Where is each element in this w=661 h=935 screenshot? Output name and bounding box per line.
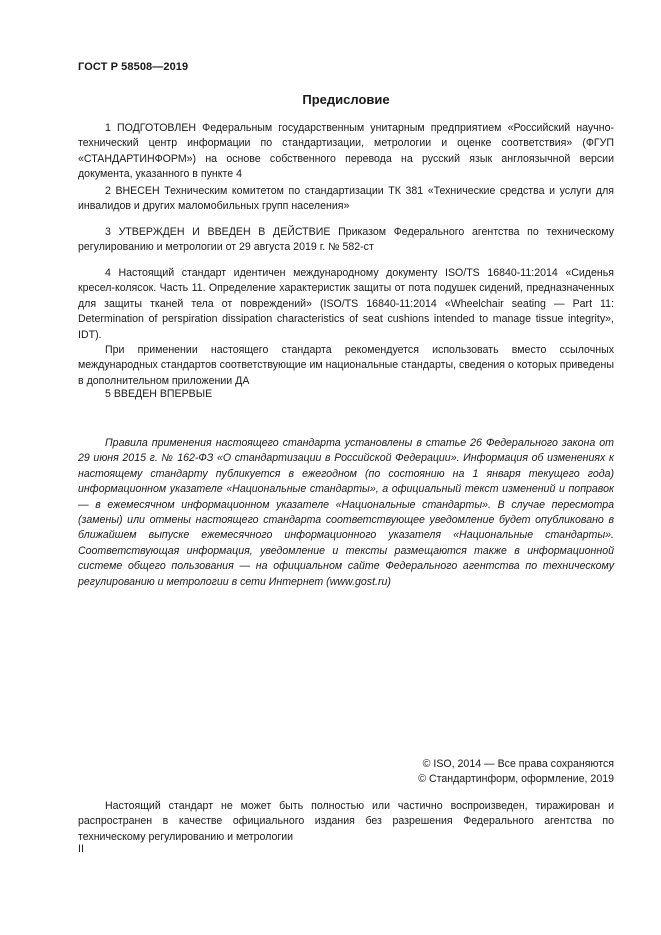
paragraph-text: 3 УТВЕРЖДЕН И ВВЕДЕН В ДЕЙСТВИЕ Приказом Федерального агентства по техническому регулированию и метрологии от 29 августа 2019 г. № 582-ст [78, 226, 614, 254]
paragraph-text: 1 ПОДГОТОВЛЕН Федеральным государственным унитарным предприятием «Российский научно-технический центр информации по стандартизации, метрологии и оценке соответствия» (ФГУП «СТАНДАРТИНФОРМ») на основе собственного перевода на русский язык англоязычной версии документа, указанного в пункте 4 [78, 122, 614, 181]
foreword-item-2 [78, 184, 614, 215]
standard-usage-notice [78, 436, 614, 590]
paragraph-text: 5 ВВЕДЕН ВПЕРВЫЕ [105, 388, 213, 400]
notice-text: Правила применения настоящего стандарта установлены в статье 26 Федерального закона от 29 июня 2015 г. № 162-ФЗ «О стандартизации в Российской Федерации». Информация об изменениях к настоящему стандарту публикуется в ежегодном (по состоянию на 1 января текущего года) информационном указателе «Национальные стандарты», а официальный текст изменений и поправок — в ежемесячном информационном указателе «Национальные стандарты». В случае пересмотра (замены) или отмены настоящего стандарта соответствующее уведомление будет опубликовано в ближайшем выпуске ежемесячного информационного указателя «Национальные стандарты». Соответствующая информация, уведомление и тексты размещаются также в информационной системе общего пользования — на официальном сайте Федерального агентства по техническому регулированию и метрологии в сети Интернет (www.gost.ru) [78, 437, 614, 588]
paragraph-text: 4 Настоящий стандарт идентичен международному документу ISO/TS 16840-11:2014 «Сиденья кресел-колясок. Часть 11. Определение характеристик защиты от пота подушек сидений, предназначенных для защиты тканей тела от повреждений» (ISO/TS 16840-11:2014 «Wheelchair seating — Part 11: Determination of perspiration dissipation characteristics of seat cushions intended to manage tissue integrity», IDT). [78, 267, 614, 341]
copyright-iso: © ISO, 2014 — Все права сохраняются [422, 758, 614, 770]
paragraph-text: При применении настоящего стандарта рекомендуется использовать вместо ссылочных международных стандартов соответствующие им национальные стандарты, сведения о которых приведены в дополнительном приложении ДА [78, 344, 614, 387]
foreword-item-4 [78, 266, 614, 389]
copyright-standartinform: © Стандартинформ, оформление, 2019 [418, 773, 614, 786]
page-title: Предисловие [302, 92, 390, 107]
foreword-item-3 [78, 225, 614, 256]
page-number: II [78, 843, 84, 855]
foreword-item-1 [78, 121, 614, 183]
paragraph-text: 2 ВНЕСЕН Техническим комитетом по стандартизации ТК 381 «Технические средства и услуги для инвалидов и других маломобильных групп населения» [78, 185, 614, 213]
reproduction-notice [78, 799, 614, 845]
reproduction-text: Настоящий стандарт не может быть полностью или частично воспроизведен, тиражирован и распространен в качестве официального издания без разрешения Федерального агентства по техническому регулированию и метрологии [78, 800, 614, 843]
foreword-item-5 [78, 387, 614, 402]
copyright-block [418, 757, 614, 788]
document-header: ГОСТ Р 58508—2019 [78, 61, 189, 73]
